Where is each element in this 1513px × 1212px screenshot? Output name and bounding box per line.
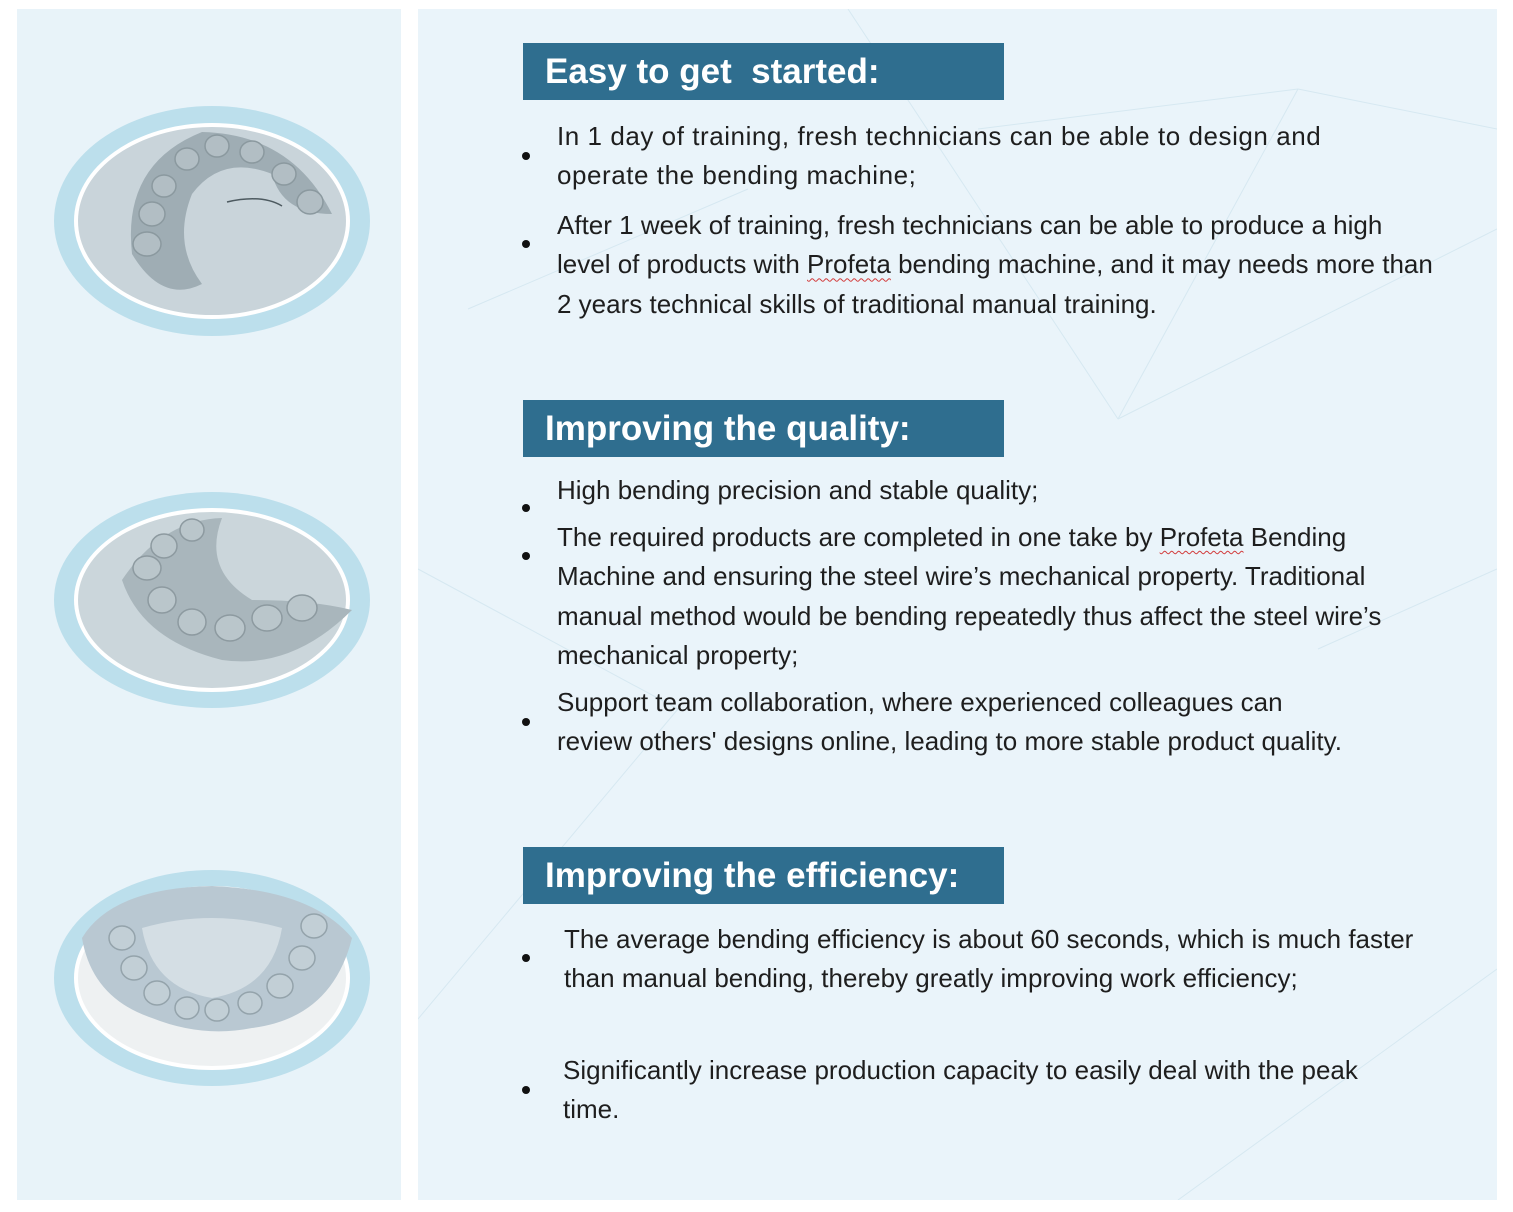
section-title-efficiency: Improving the efficiency: xyxy=(523,847,1004,904)
bullet-icon xyxy=(522,240,530,248)
list-item-text: Significantly increase production capacity to easily deal with the peak time. xyxy=(563,1055,1358,1125)
dental-model-lower-arch-icon xyxy=(52,490,372,710)
bullet-icon xyxy=(522,152,530,160)
section-title-easy-start: Easy to get started: xyxy=(523,43,1004,100)
list-item xyxy=(520,206,1433,364)
list-item-text: In 1 day of training, fresh technicians can be able to design and operate the bending machine; xyxy=(557,121,1322,191)
list-item-text: The average bending efficiency is about 60 seconds, which is much faster than manual bending, thereby greatly improving work efficiency; xyxy=(564,924,1414,994)
list-item-text: The required products are completed in one take by Profeta Bending Machine and ensuring the steel wire’s mechanical property. Traditional manual method would be bending repeatedly thus affect the steel wire’s mechanical property; xyxy=(557,522,1382,670)
bullet-icon xyxy=(522,1086,530,1094)
list-item-text: High bending precision and stable quality; xyxy=(557,475,1039,505)
section-title-quality: Improving the quality: xyxy=(523,400,1004,457)
list-item-text: After 1 week of training, fresh technicians can be able to produce a high level of products with Profeta bending machine, and it may needs more than 2 years technical skills of traditional manual training. xyxy=(557,210,1433,319)
brand-name: Profeta xyxy=(1159,522,1244,552)
list-item xyxy=(520,920,1430,1040)
list-item xyxy=(520,117,1430,197)
list-item xyxy=(520,518,1430,676)
dental-model-upper-arch-icon xyxy=(52,104,372,338)
list-item xyxy=(520,683,1430,803)
brand-name: Profeta xyxy=(807,249,891,280)
bullet-icon xyxy=(522,954,530,962)
bullet-icon xyxy=(522,552,530,560)
bullet-icon xyxy=(522,504,530,512)
dental-model-upper-palate-icon xyxy=(52,868,372,1088)
list-item-text: Support team collaboration, where experienced colleagues can review others' designs online, leading to more stable product quality. xyxy=(557,687,1342,757)
list-item xyxy=(520,1051,1430,1131)
bullet-icon xyxy=(522,718,530,726)
list-item xyxy=(520,471,1430,511)
